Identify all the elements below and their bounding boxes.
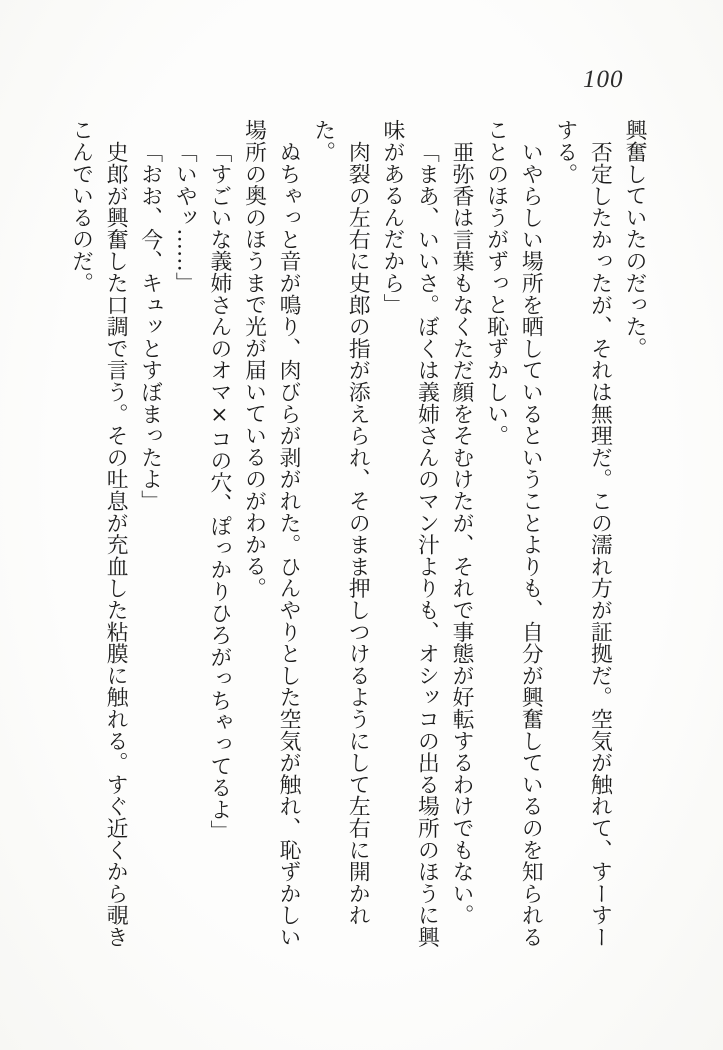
paragraph-4: 亜弥香は言葉もなくただ顔をそむけたが、それで事態が好転するわけでもない。 xyxy=(449,140,475,926)
paragraph-3: いやらしい場所を晒しているということよりも、自分が興奮しているのを知られることのほうがずっと恥ずかしい。 xyxy=(483,119,544,948)
paragraph-10-dialogue: 「おお、今、キュッとすぼまったよ」 xyxy=(137,140,163,512)
page-number: 100 xyxy=(583,66,624,93)
vertical-text-block xyxy=(63,119,651,950)
paragraph-5-dialogue: 「まあ、いいさ。ぼくは義姉さんのマン汁よりも、オシッコの出る場所のほうに興味があるんだから」 xyxy=(379,119,440,948)
paragraph-9-dialogue: 「いやッ……」 xyxy=(172,140,198,294)
paragraph-11: 史郎が興奮した口調で言う。その吐息が充血した粘膜に触れる。すぐ近くから覗きこんでいるのだ。 xyxy=(68,119,129,948)
paragraph-1: 興奮していたのだった。 xyxy=(622,119,647,359)
paragraph-2: 否定したかったが、それは無理だ。この濡れ方が証拠だ。空気が触れて、すーすーする。 xyxy=(552,119,613,948)
paragraph-8-dialogue: 「すごいな義姉さんのオマ×コの穴、ぽっかりひろがっちゃってるよ」 xyxy=(206,140,232,842)
paragraph-6: 肉裂の左右に史郎の指が添えられ、そのまま押しつけるようにして左右に開かれた。 xyxy=(310,119,371,926)
paragraph-7: ぬちゃっと音が鳴り、肉びらが剥がれた。ひんやりとした空気が触れ、恥ずかしい場所の奥のほうまで光が届いているのがわかる。 xyxy=(241,119,302,948)
